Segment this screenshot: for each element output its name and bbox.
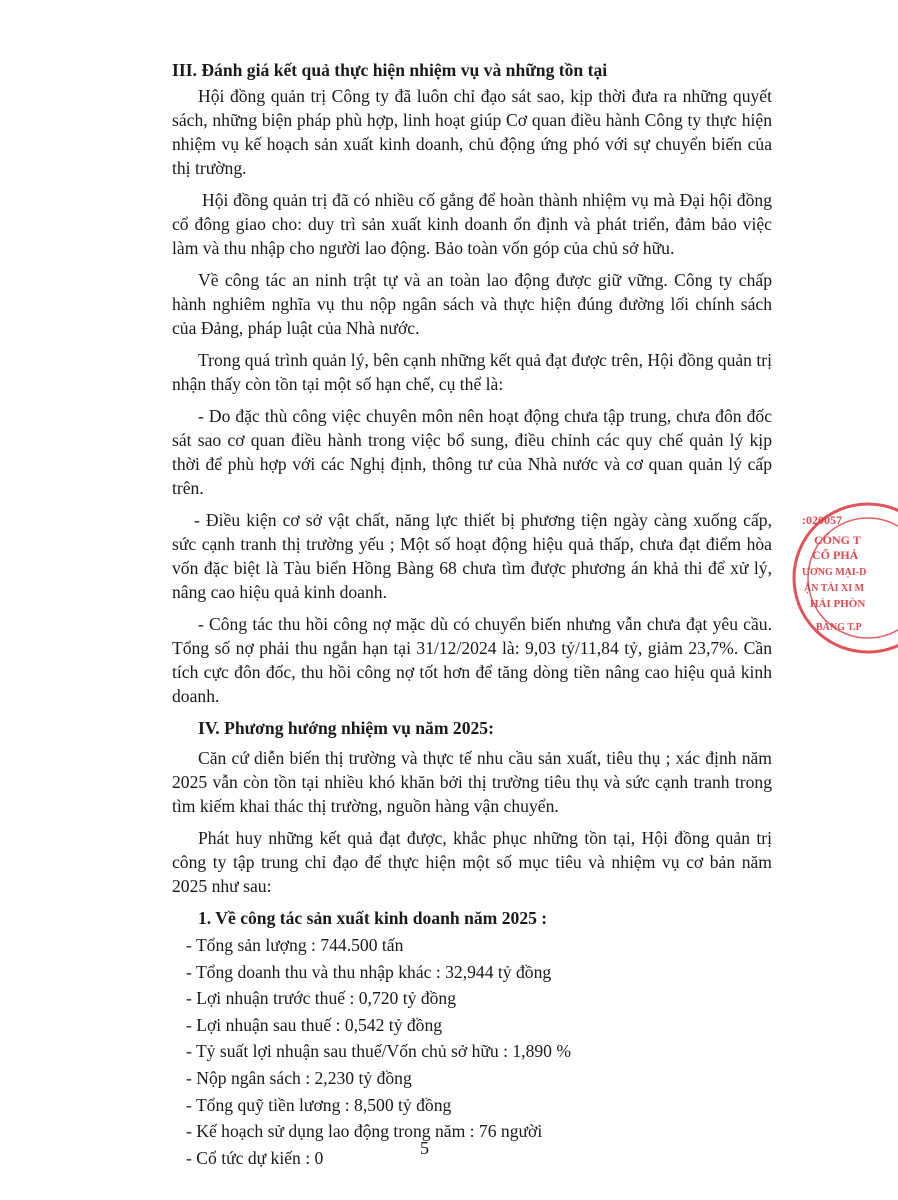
target-item: - Tổng sản lượng : 744.500 tấn [186,935,404,955]
section-3-paragraph-4: Trong quá trình quản lý, bên cạnh những kết quả đạt được trên, Hội đồng quản trị nhận thấy còn tồn tại một số hạn chế, cụ thể là: [172,350,773,394]
business-targets-list [172,932,772,1171]
svg-text:CÔNG T: CÔNG T [814,533,861,547]
section-4-paragraph-1: Căn cứ diễn biến thị trường và thực tế nhu cầu sản xuất, tiêu thụ ; xác định năm 2025 vẫn còn tồn tại nhiều khó khăn bởi thị trường tiêu thụ và sức cạnh tranh trong tìm kiếm khai thác thị trường, nguồn hàng vận chuyển. [172,748,772,816]
svg-text:ƯƠNG MẠI-D: ƯƠNG MẠI-D [802,567,867,578]
page-number: 5 [420,1138,429,1158]
svg-text::020057: :020057 [802,513,842,527]
svg-text:CỔ PHẢ: CỔ PHẢ [812,548,859,562]
target-item: - Tỷ suất lợi nhuận sau thuế/Vốn chủ sở hữu : 1,890 % [186,1041,572,1062]
section-3-paragraph-3: Về công tác an ninh trật tự và an toàn lao động được giữ vững. Công ty chấp hành nghiêm nghĩa vụ thu nộp ngân sách và thực hiện đúng đường lối chính sách của Đảng, pháp luật của Nhà nước. [172,270,772,338]
target-item: - Tổng quỹ tiền lương : 8,500 tỷ đồng [186,1094,452,1115]
target-item: - Nộp ngân sách : 2,230 tỷ đồng [186,1067,412,1088]
business-targets-heading: 1. Về công tác sản xuất kinh doanh năm 2025 : [198,908,548,928]
limitation-item-1: - Do đặc thù công việc chuyên môn nên hoạt động chưa tập trung, chưa đôn đốc sát sao cơ quan điều hành trong việc bổ sung, điều chỉnh các quy chế quản lý kịp thời để phù hợp với các Nghị định, thông tư của Nhà nước và cơ quan quản lý cấp trên. [172,406,772,498]
section-3-paragraph-1: Hội đồng quản trị Công ty đã luôn chỉ đạo sát sao, kịp thời đưa ra những quyết sách, những biện pháp phù hợp, linh hoạt giúp Cơ quan điều hành Công ty thực hiện nhiệm vụ kế hoạch sản xuất kinh doanh, chủ động ứng phó với sự chuyển biến của thị trường. [172,86,772,178]
target-item: - Lợi nhuận trước thuế : 0,720 tỷ đồng [186,988,457,1009]
svg-text:ẬN TẢI XI M: ẬN TẢI XI M [804,583,865,594]
target-item: - Kế hoạch sử dụng lao động trong năm : 76 người [186,1121,543,1142]
section-4-paragraph-2: Phát huy những kết quả đạt được, khắc phục những tồn tại, Hội đồng quản trị công ty tập trung chỉ đạo để thực hiện một số mục tiêu và nhiệm vụ cơ bản năm 2025 như sau: [172,828,772,896]
section-4-heading: IV. Phương hướng nhiệm vụ năm 2025: [198,718,494,738]
limitation-item-3: - Công tác thu hồi công nợ mặc dù có chuyển biến nhưng vẫn chưa đạt yêu cầu. Tổng số nợ phải thu ngắn hạn tại 31/12/2024 là: 9,03 tỷ/11,84 tỷ, giảm 23,7%. Cần tích cực đôn đốc, thu hồi công nợ tốt hơn để tăng dòng tiền nâng cao hiệu quả kinh doanh. [172,614,772,706]
target-item: - Tổng doanh thu và thu nhập khác : 32,944 tỷ đồng [186,961,552,982]
target-item: - Lợi nhuận sau thuế : 0,542 tỷ đồng [186,1014,443,1035]
svg-text:BÀNG T.P: BÀNG T.P [816,622,862,633]
page-content [172,58,772,1171]
company-seal-stamp [788,488,898,668]
limitation-item-2: - Điều kiện cơ sở vật chất, năng lực thiết bị phương tiện ngày càng xuống cấp, sức cạnh tranh thị trường yếu ; Một số hoạt động hiệu quả thấp, chưa đạt điểm hòa vốn đặc biệt là Tàu biển Hồng Bàng 68 chưa tìm được phương án khả thi để xử lý, nâng cao hiệu quả kinh doanh. [172,510,772,602]
target-item: - Cổ tức dự kiến : 0 [186,1147,324,1168]
section-3-heading: III. Đánh giá kết quả thực hiện nhiệm vụ và những tồn tại [172,60,608,80]
section-3-paragraph-2: Hội đồng quản trị đã có nhiều cố gắng để hoàn thành nhiệm vụ mà Đại hội đồng cổ đông giao cho: duy trì sản xuất kinh doanh ổn định và phát triển, đảm bảo việc làm và thu nhập cho người lao động. Bảo toàn vốn góp của chủ sở hữu. [172,190,772,258]
svg-text:HẢI PHÒN: HẢI PHÒN [810,598,866,610]
